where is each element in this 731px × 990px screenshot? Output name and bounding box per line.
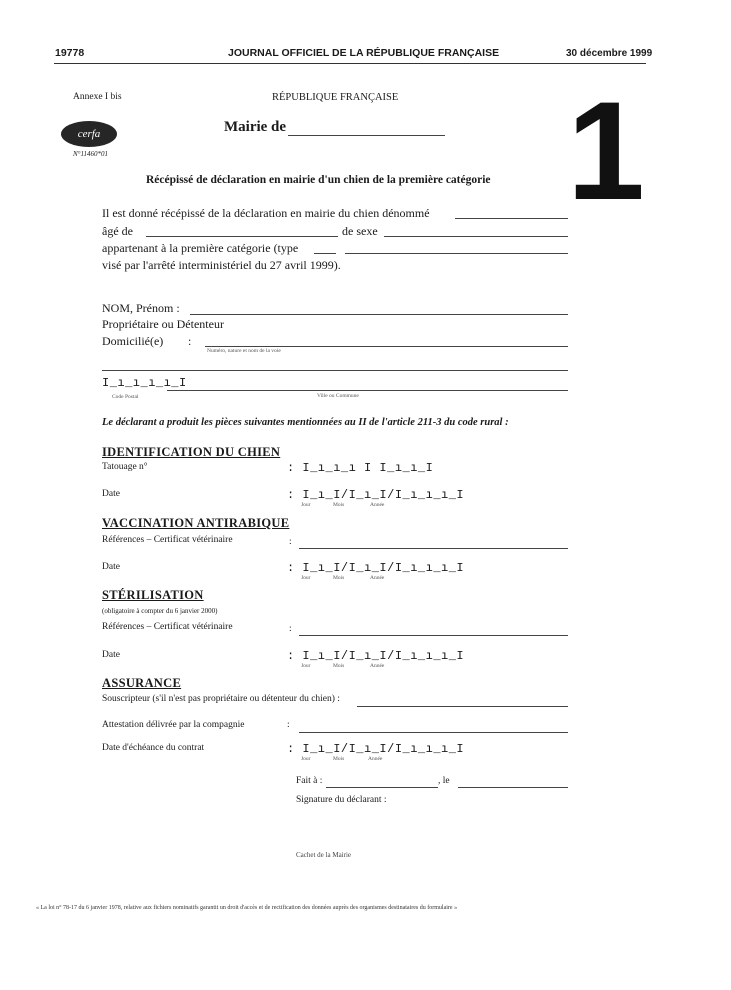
mois-hint: Mois	[333, 756, 345, 762]
identification-heading: IDENTIFICATION DU CHIEN	[102, 445, 281, 459]
sterilisation-date-label: Date	[102, 650, 120, 660]
identification-date-boxes[interactable]: : I_ı_I/I_ı_I/I_ı_ı_ı_I	[287, 488, 465, 502]
pieces-intro: Le déclarant a produit les pièces suivantes mentionnées au II de l'article 211-3 du code rural :	[102, 417, 509, 428]
dog-name-field[interactable]	[455, 218, 568, 219]
tatouage-boxes[interactable]: : I_ı_ı_ı I I_ı_ı_I	[287, 461, 434, 475]
jour-hint: Jour	[301, 663, 311, 669]
domicile-label: Domicilié(e)	[102, 334, 164, 348]
sterilisation-ref-label: Références – Certificat vétérinaire	[102, 622, 233, 632]
le-label: , le	[438, 776, 450, 786]
fait-label: Fait à :	[296, 776, 323, 786]
vaccination-ref-field[interactable]	[299, 548, 568, 549]
mois-hint: Mois	[333, 502, 345, 508]
echeance-label: Date d'échéance du contrat	[102, 743, 205, 753]
attestation-colon: :	[287, 720, 290, 730]
souscripteur-field[interactable]	[357, 706, 568, 707]
souscripteur-label: Souscripteur (s'il n'est pas propriétaire ou détenteur du chien) :	[102, 694, 340, 704]
arrete-line: visé par l'arrêté interministériel du 27 avril 1999).	[102, 258, 341, 272]
footer-note: « La loi n° 78-17 du 6 janvier 1978, relative aux fichiers nominatifs garantit un droit d'accès et de rectification des données auprès des organismes destinataires du formulaire »	[36, 905, 458, 911]
signature-label: Signature du déclarant :	[296, 795, 387, 805]
date-field[interactable]	[458, 787, 568, 788]
sterilisation-ref-field[interactable]	[299, 635, 568, 636]
nom-field[interactable]	[190, 314, 568, 315]
annex-label: Annexe I bis	[73, 92, 122, 102]
category-number: 1	[567, 72, 641, 229]
cachet-label: Cachet de la Mairie	[296, 851, 352, 859]
annee-hint: Année	[370, 502, 385, 508]
sterilisation-ref-colon: :	[289, 624, 292, 634]
sterilisation-note: (obligatoire à compter du 6 janvier 2000)	[102, 607, 218, 615]
commune-hint: Ville ou Commune	[317, 393, 359, 399]
postal-hint: Code Postal	[112, 394, 139, 400]
vaccination-date-boxes[interactable]: : I_ı_I/I_ı_I/I_ı_ı_ı_I	[287, 561, 465, 575]
cerfa-logo: cerfa	[61, 121, 117, 147]
attestation-label: Attestation délivrée par la compagnie	[102, 720, 245, 730]
nom-label: NOM, Prénom :	[102, 301, 180, 315]
age-label: âgé de	[102, 224, 133, 238]
vaccination-ref-colon: :	[289, 537, 292, 547]
jour-hint: Jour	[301, 756, 311, 762]
street-hint: Numéro, nature et nom de la voie	[207, 348, 281, 354]
sexe-label: de sexe	[342, 224, 378, 238]
type-field-short[interactable]	[314, 253, 336, 254]
proprietaire-label: Propriétaire ou Détenteur	[102, 317, 224, 331]
tatouage-label: Tatouage n°	[102, 462, 148, 472]
street-field[interactable]	[205, 346, 568, 347]
form-title: Récépissé de déclaration en mairie d'un chien de la première catégorie	[146, 174, 491, 186]
journal-title: JOURNAL OFFICIEL DE LA RÉPUBLIQUE FRANÇAISE	[228, 47, 500, 59]
sterilisation-date-boxes[interactable]: : I_ı_I/I_ı_I/I_ı_ı_ı_I	[287, 649, 465, 663]
annee-hint: Année	[370, 575, 385, 581]
category-label: appartenant à la première catégorie (type	[102, 241, 299, 255]
commune-field[interactable]	[167, 390, 568, 391]
sterilisation-heading: STÉRILISATION	[102, 588, 204, 602]
age-field[interactable]	[146, 236, 338, 237]
domicile-colon: :	[188, 334, 192, 348]
postal-code-boxes[interactable]: I_ı_ı_ı_ı_I	[102, 376, 187, 390]
cerfa-number: N°11460*01	[73, 150, 108, 158]
republic-label: RÉPUBLIQUE FRANÇAISE	[272, 92, 399, 103]
declaration-line-1: Il est donné récépissé de la déclaration en mairie du chien dénommé	[102, 206, 430, 220]
identification-date-label: Date	[102, 489, 120, 499]
jour-hint: Jour	[301, 575, 311, 581]
assurance-heading: ASSURANCE	[102, 676, 182, 690]
address-field-2[interactable]	[102, 370, 568, 371]
journal-date: 30 décembre 1999	[566, 48, 653, 59]
header-rule	[54, 63, 646, 64]
type-field[interactable]	[345, 253, 568, 254]
jour-hint: Jour	[301, 502, 311, 508]
mairie-label: Mairie de	[224, 119, 287, 135]
mois-hint: Mois	[333, 575, 345, 581]
vaccination-date-label: Date	[102, 562, 120, 572]
fait-field[interactable]	[326, 787, 438, 788]
echeance-date-boxes[interactable]: : I_ı_I/I_ı_I/I_ı_ı_ı_I	[287, 742, 465, 756]
sexe-field[interactable]	[384, 236, 568, 237]
mairie-field[interactable]	[288, 135, 445, 136]
annee-hint: Année	[370, 663, 385, 669]
vaccination-heading: VACCINATION ANTIRABIQUE	[102, 516, 290, 530]
mois-hint: Mois	[333, 663, 345, 669]
page-number: 19778	[55, 47, 85, 59]
attestation-field[interactable]	[299, 732, 568, 733]
annee-hint: Année	[368, 756, 383, 762]
vaccination-ref-label: Références – Certificat vétérinaire	[102, 535, 233, 545]
